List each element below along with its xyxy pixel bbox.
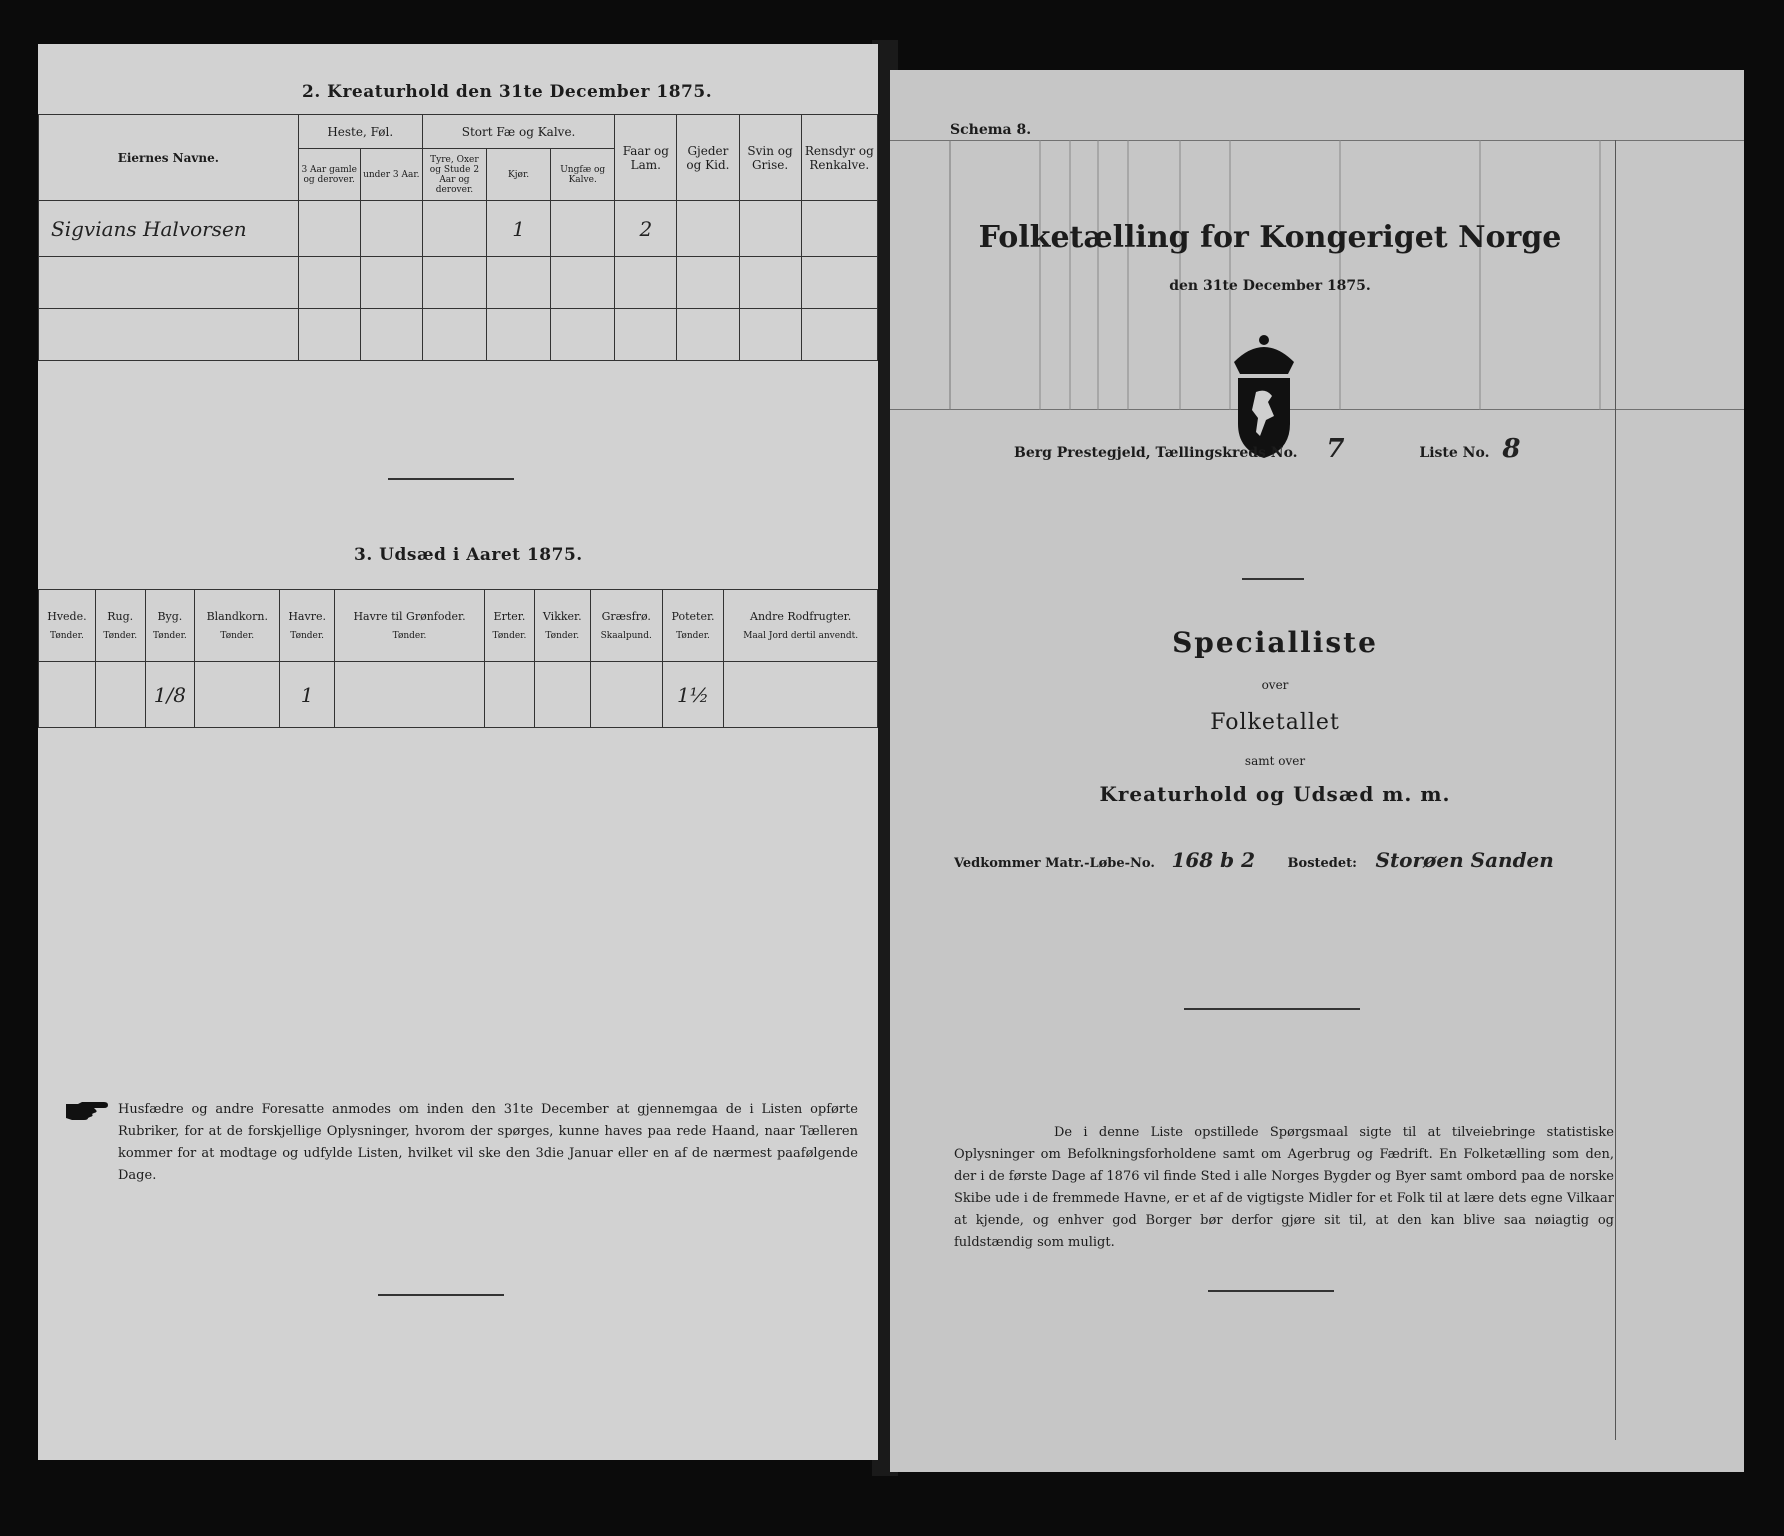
sowing-crop-name: Vikker. [542, 610, 582, 623]
section2-title: 2. Kreaturhold den 31te December 1875. [302, 82, 713, 102]
section3-title: 3. Udsæd i Aaret 1875. [354, 545, 583, 565]
sheep-cell [615, 201, 677, 257]
matr-line [954, 848, 1554, 872]
pointing-hand-icon [64, 1100, 110, 1122]
prestegjeld-label: Berg Prestegjeld, [1014, 445, 1151, 461]
samt-over-text: samt over [1244, 754, 1306, 768]
sowing-value-cell [334, 662, 484, 728]
sowing-header-cell [534, 590, 590, 662]
cows-value: 1 [512, 216, 525, 241]
sowing-header-cell [195, 590, 280, 662]
sowing-header-cell [145, 590, 195, 662]
livestock-cell [360, 201, 422, 257]
sowing-crop-name: Græsfrø. [601, 610, 651, 623]
sowing-value-cell [39, 662, 96, 728]
sowing-value: 1 [300, 682, 314, 707]
cows-header: Kjør. [487, 149, 551, 201]
kreds-value: 7 [1326, 434, 1345, 464]
livestock-cell [801, 201, 877, 257]
sowing-unit: Skaalpund. [600, 631, 652, 641]
matr-label: Vedkommer Matr.-Løbe-No. [954, 856, 1155, 871]
horses-header: Heste, Føl. [298, 115, 422, 149]
sowing-unit: Tønder. [392, 631, 427, 641]
owner-cell [39, 201, 299, 257]
reindeer-header: Rensdyr og Renkalve. [801, 115, 877, 201]
sowing-crop-name: Erter. [493, 610, 526, 623]
sowing-value-cell [590, 662, 662, 728]
sowing-value-cell [662, 662, 724, 728]
matr-value: 168 b 2 [1171, 848, 1256, 872]
short-rule [1242, 578, 1304, 580]
liste-value: 8 [1502, 434, 1521, 464]
sowing-unit: Tønder. [676, 631, 710, 641]
bosted-label: Bostedet: [1287, 856, 1357, 871]
sowing-value-cell [95, 662, 145, 728]
sowing-header-cell [334, 590, 484, 662]
sowing-header-cell [95, 590, 145, 662]
sowing-table [38, 589, 878, 728]
over-text: over [1261, 678, 1289, 692]
sowing-unit: Tønder. [492, 631, 527, 641]
sowing-header-cell [590, 590, 662, 662]
left-page [38, 44, 878, 1460]
sowing-value-cell [534, 662, 590, 728]
sowing-crop-name: Havre til Grønfoder. [353, 610, 466, 623]
horses-young-header: under 3 Aar. [360, 149, 422, 201]
divider-rule [388, 478, 514, 480]
sowing-unit: Tønder. [153, 631, 187, 641]
purpose-paragraph: De i denne Liste opstillede Spørgsmaal sigte til at tilveiebringe statistiske Oplysninger om Befolkningsforholdene samt om Agerbrug og Fædrift. En Folketælling som den, der i de første Dage af 1876 vil finde Sted i alle Norges Bygder og Byer samt ombord paa de norske Skibe ude i de fremmede Havne, er et af de vigtigste Midler for et Folk til at lære dets egne Vilkaar at kjende, og enhver god Borger bør derfor gjøre sit til, at den kan blive saa nøiagtig og fuldstændig som muligt. [954, 1125, 1614, 1250]
sowing-value: 1/8 [153, 682, 186, 707]
bosted-value: Storøen Sanden [1375, 848, 1554, 872]
horses-old-header: 3 Aar gamle og derover. [298, 149, 360, 201]
sowing-crop-name: Havre. [288, 610, 326, 623]
sowing-header-cell [724, 590, 878, 662]
livestock-cell [551, 201, 615, 257]
sowing-value-cell [280, 662, 335, 728]
rule-middle [1184, 1008, 1360, 1010]
sowing-unit: Tønder. [545, 631, 580, 641]
sowing-value: 1½ [676, 682, 710, 707]
district-line [1014, 434, 1520, 464]
livestock-cell [422, 201, 486, 257]
sowing-unit: Tønder. [103, 631, 138, 641]
sowing-crop-name: Rug. [107, 610, 134, 623]
sowing-unit: Tønder. [50, 631, 84, 641]
sowing-unit: Maal Jord dertil anvendt. [743, 631, 859, 641]
pigs-header: Svin og Grise. [739, 115, 801, 201]
census-date: den 31te December 1875. [1169, 278, 1371, 294]
calves-header: Ungfæ og Kalve. [551, 149, 615, 201]
sowing-value-cell [724, 662, 878, 728]
bottom-rule [378, 1294, 504, 1296]
sowing-header-cell [280, 590, 335, 662]
census-title: Folketælling for Kongeriget Norge [978, 220, 1562, 255]
sowing-value-cell [145, 662, 195, 728]
livestock-cell [739, 201, 801, 257]
owner-header: Eiernes Navne. [39, 115, 299, 201]
sowing-header-cell [485, 590, 535, 662]
kreaturhold-heading: Kreaturhold og Udsæd m. m. [1099, 782, 1451, 806]
livestock-cell [677, 201, 739, 257]
sowing-crop-name: Andre Rodfrugter. [750, 610, 852, 623]
right-page [890, 70, 1744, 1472]
sheep-value: 2 [639, 216, 653, 241]
kreds-label: Tællingskreds No. [1155, 445, 1298, 461]
schema-label: Schema 8. [950, 122, 1032, 138]
sowing-unit: Tønder. [290, 631, 325, 641]
sowing-crop-name: Poteter. [671, 610, 715, 623]
sowing-crop-name: Blandkorn. [206, 610, 268, 623]
livestock-table [38, 114, 878, 361]
sheep-header: Faar og Lam. [615, 115, 677, 201]
bulls-header: Tyre, Oxer og Stude 2 Aar og derover. [422, 149, 486, 201]
goats-header: Gjeder og Kid. [677, 115, 739, 201]
rule-bottom [1208, 1290, 1334, 1292]
sowing-header-cell [662, 590, 724, 662]
specialliste-heading: Specialliste [1172, 626, 1378, 659]
sowing-crop-name: Byg. [157, 610, 183, 623]
cattle-header: Stort Fæ og Kalve. [422, 115, 614, 149]
sowing-value-cell [485, 662, 535, 728]
sowing-value-cell [195, 662, 280, 728]
owner-name-handwritten: Sigvians Halvorsen [51, 216, 247, 241]
cows-cell [487, 201, 551, 257]
sowing-header-cell [39, 590, 96, 662]
sowing-crop-name: Hvede. [47, 610, 87, 623]
liste-label: Liste No. [1419, 445, 1490, 461]
sowing-unit: Tønder. [220, 631, 255, 641]
livestock-cell [298, 201, 360, 257]
folketallet-heading: Folketallet [1210, 710, 1340, 735]
notice-text: Husfædre og andre Foresatte anmodes om inden den 31te December at gjennemgaa de i Listen opførte Rubriker, for at de forskjellige Oplysninger, hvorom der spørges, kunne haves paa rede Haand, naar Tælleren kommer for at modtage og udfylde Listen, hvilket vil ske den 3die Januar eller en af de nærmest paafølgende Dage. [118, 1102, 858, 1183]
